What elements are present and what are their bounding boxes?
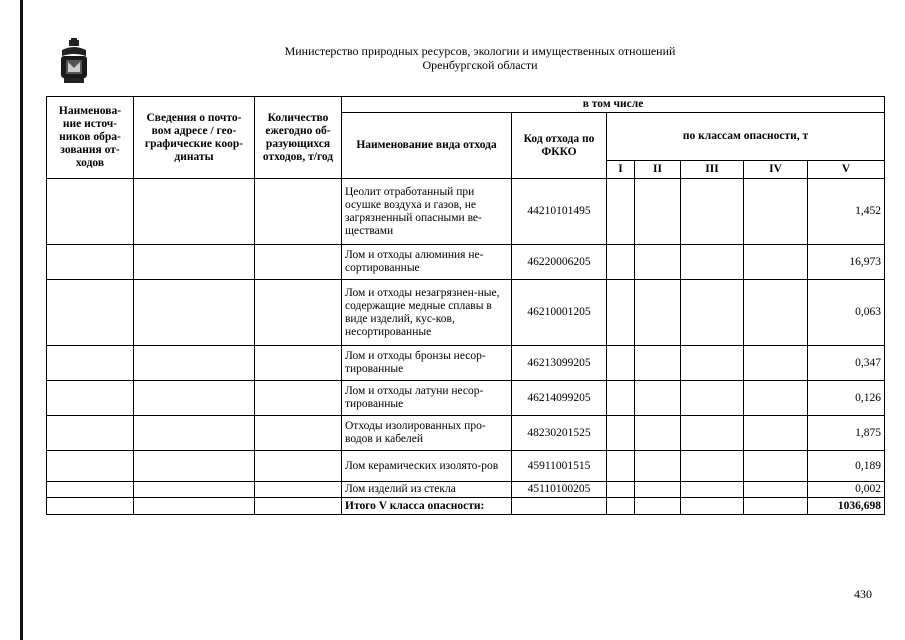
fkko-code: 45110100205 (512, 482, 607, 498)
col-header-class-4: IV (744, 161, 808, 179)
waste-name: Лом и отходы латуни несор-тированные (342, 381, 512, 416)
class-5-value: 0,126 (808, 381, 885, 416)
col-header-class-2: II (635, 161, 681, 179)
col-header-class-3: III (681, 161, 744, 179)
col-header-class-5: V (808, 161, 885, 179)
table-row (47, 346, 885, 381)
table-row (47, 280, 885, 346)
waste-name: Лом и отходы алюминия не-сортированные (342, 245, 512, 280)
fkko-code: 45911001515 (512, 451, 607, 482)
fkko-code: 44210101495 (512, 179, 607, 245)
table-row (47, 245, 885, 280)
col-header-including: в том числе (342, 97, 885, 113)
class-5-value: 16,973 (808, 245, 885, 280)
waste-name: Цеолит отработанный при осушке воздуха и газов, не загрязненный опасными ве-ществами (342, 179, 512, 245)
class-5-value: 0,063 (808, 280, 885, 346)
binding-line (20, 0, 23, 640)
table-row (47, 179, 885, 245)
col-header-hazard-classes: по классам опасности, т (607, 113, 885, 161)
fkko-code: 46210001205 (512, 280, 607, 346)
col-header-quantity: Количество ежегодно об-разующихся отходов, т/год (255, 97, 342, 179)
class-5-value: 1,452 (808, 179, 885, 245)
coat-of-arms-icon (58, 38, 90, 86)
total-class-5-value: 1036,698 (808, 498, 885, 515)
table-row (47, 451, 885, 482)
fkko-code: 46213099205 (512, 346, 607, 381)
table-row (47, 381, 885, 416)
total-label: Итого V класса опасности: (342, 498, 512, 515)
waste-name: Отходы изолированных про-водов и кабелей (342, 416, 512, 451)
waste-name: Лом и отходы бронзы несор-тированные (342, 346, 512, 381)
col-header-fkko-code: Код отхода по ФККО (512, 113, 607, 179)
waste-table (46, 96, 885, 515)
ministry-name: Министерство природных ресурсов, экологии и имущественных отношений (284, 44, 676, 58)
waste-name: Лом изделий из стекла (342, 482, 512, 498)
table-row (47, 482, 885, 498)
waste-name: Лом керамических изолято-ров (342, 451, 512, 482)
total-row (47, 498, 885, 515)
col-header-address: Сведения о почто-вом адресе / гео-графические коор-динаты (134, 97, 255, 179)
class-5-value: 1,875 (808, 416, 885, 451)
col-header-class-1: I (607, 161, 635, 179)
table-row (47, 416, 885, 451)
waste-name: Лом и отходы незагрязнен-ные, содержащие медные сплавы в виде изделий, кус-ков, несортированные (342, 280, 512, 346)
col-header-waste-name: Наименование вида отхода (342, 113, 512, 179)
ministry-header (200, 44, 760, 72)
class-5-value: 0,189 (808, 451, 885, 482)
class-5-value: 0,002 (808, 482, 885, 498)
fkko-code: 48230201525 (512, 416, 607, 451)
col-header-source: Наименова-ние источ-ников обра-зования от-ходов (47, 97, 134, 179)
fkko-code: 46220006205 (512, 245, 607, 280)
fkko-code: 46214099205 (512, 381, 607, 416)
header-row-1 (47, 97, 885, 113)
page-number: 430 (854, 587, 872, 601)
region-name: Оренбургской области (422, 58, 538, 72)
class-5-value: 0,347 (808, 346, 885, 381)
